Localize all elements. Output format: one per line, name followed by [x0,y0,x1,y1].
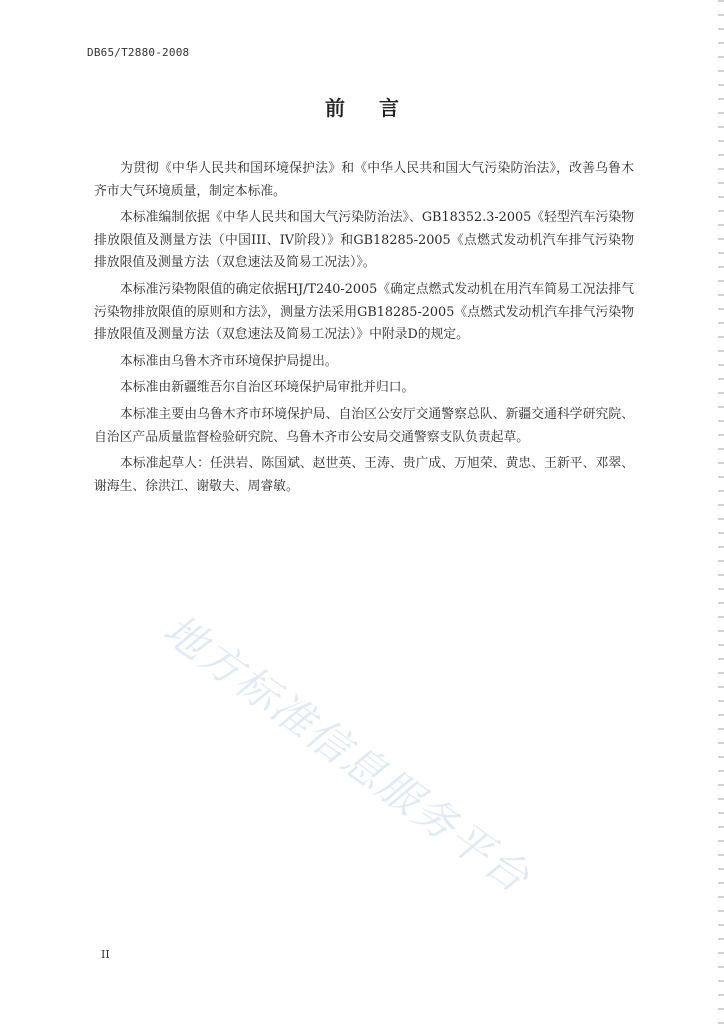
title-part-1: 前 [325,96,345,120]
paragraph-approver: 本标准由新疆维吾尔自治区环境保护局审批并归口。 [120,380,415,396]
paragraph-purpose: 为贯彻《中华人民共和国环境保护法》和《中华人民共和国大气污染防治法》，改善乌鲁木齐市大气环境质量，制定本标准。 [94,161,634,199]
page-number: II [101,948,110,961]
foreword-body [94,158,634,502]
document-code: DB65/T2880-2008 [87,46,190,59]
paragraph-basis: 本标准编制依据《中华人民共和国大气污染防治法》、GB18352.3-2005《轻型汽车污染物排放限值及测量方法（中国III、IV阶段）》和GB18285-2005《点燃式发动机汽车排气污染物排放限值及测量方法（双怠速法及简易工况法）》。 [94,210,634,271]
paragraph-drafting-units: 本标准主要由乌鲁木齐市环境保护局、自治区公安厅交通警察总队、新疆交通科学研究院、自治区产品质量监督检验研究院、乌鲁木齐市公安局交通警察支队负责起草。 [94,406,634,445]
page-title [0,92,724,121]
title-part-2: 言 [379,96,399,120]
paragraph-proposer: 本标准由乌鲁木齐市环境保护局提出。 [120,353,338,369]
paragraph-limits: 本标准污染物限值的确定依据HJ/T240-2005《确定点燃式发动机在用汽车简易工况法排气污染物排放限值的原则和方法》，测量方法采用GB18285-2005《点燃式发动机汽车排气污染物排放限值及测量方法（双怠速法及简易工况法）》中附录D的规定。 [94,281,634,343]
paragraph-drafters: 本标准起草人：任洪岩、陈国斌、赵世英、王涛、贵广成、万旭荣、黄忠、王新平、邓翠、谢海生、徐洪江、谢敬夫、周睿敏。 [94,456,634,494]
binding-edge [718,0,724,1024]
watermark: 地方标准信息服务平台 [154,604,540,903]
